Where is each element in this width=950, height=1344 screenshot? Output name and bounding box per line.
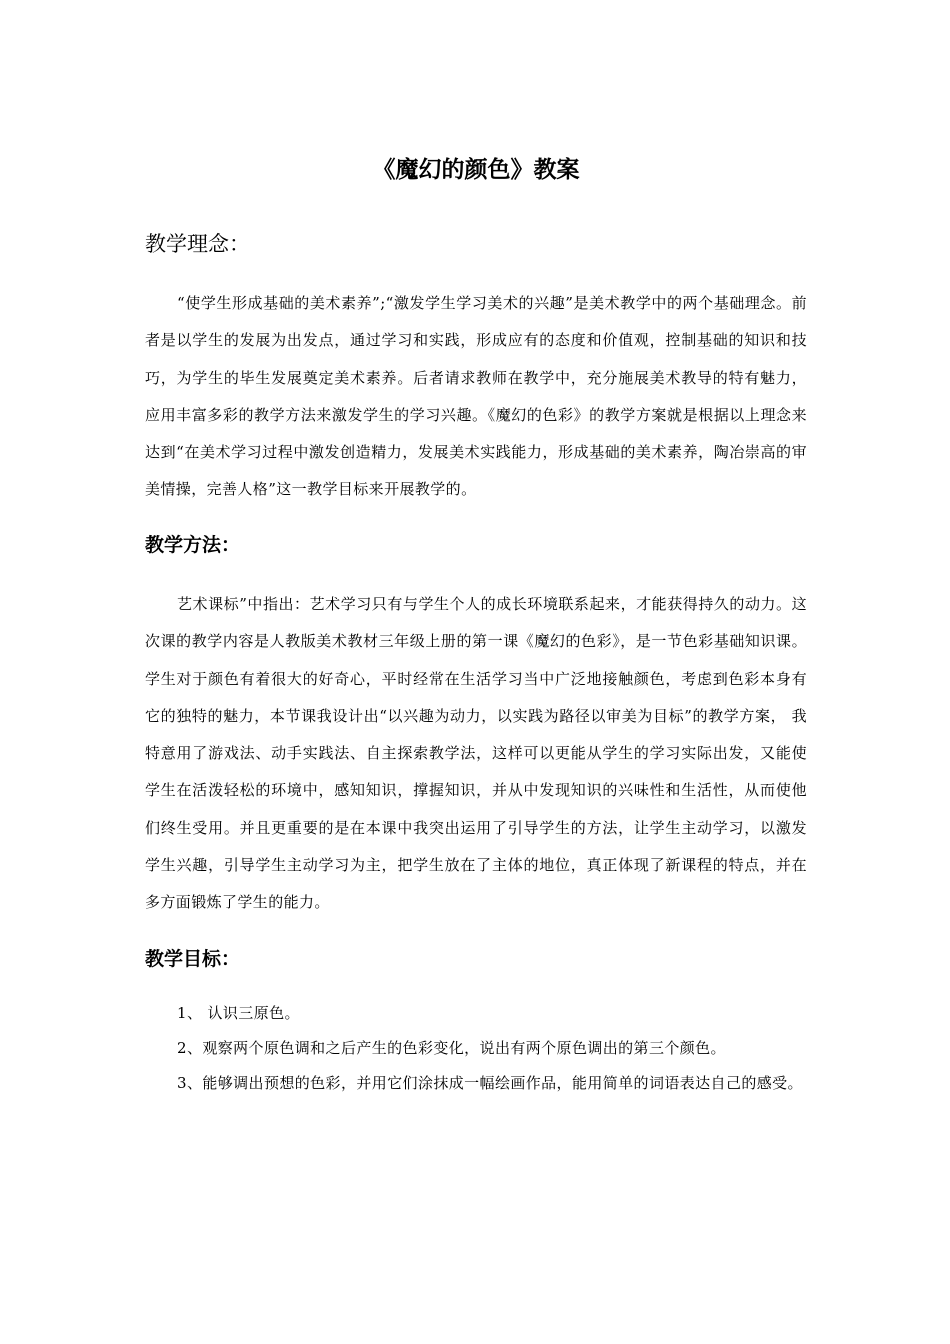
goal-item-3: 3、能够调出预想的色彩，并用它们涂抹成一幅绘画作品，能用简单的词语表达自己的感受。 bbox=[177, 1074, 803, 1092]
paragraph-teaching-methods: 艺术课标”中指出：艺术学习只有与学生个人的成长环境联系起来，才能获得持久的动力。这次课的教学内容是人教版美术教材三年级上册的第一课《魔幻的色彩》，是一节色彩基础知识课。学生对于颜色有着很大的好奇心，平时经常在生活学习当中广泛地接触颜色，考虑到色彩本身有它的独特的魅力，本节课我设计出“以兴趣为动力，以实践为路径以审美为目标”的教学方案， 我特意用了游戏法、动手实践法、自主探索教学法，这样可以更能从学生的学习实际出发，又能使学生在活泼轻松的环境中，感知知识，撑握知识，并从中发现知识的兴味性和生活性，从而使他们终生受用。并且更重要的是在本课中我突出运用了引导学生的方法，让学生主动学习，以激发学生兴趣，引导学生主动学习为主，把学生放在了主体的地位，真正体现了新课程的特点，并在多方面锻炼了学生的能力。 bbox=[145, 595, 807, 912]
goal-item-1: 1、 认识三原色。 bbox=[177, 1004, 300, 1022]
section-heading-teaching-philosophy: 教学理念： bbox=[145, 232, 250, 256]
section-heading-teaching-methods: 教学方法： bbox=[145, 534, 241, 556]
paragraph-teaching-philosophy: “使学生形成基础的美术素养”;“激发学生学习美术的兴趣”是美术教学中的两个基础理念。前者是以学生的发展为出发点，通过学习和实践，形成应有的态度和价值观，控制基础的知识和技巧，为学生的毕生发展奠定美术素养。后者请求教师在教学中，充分施展美术教导的特有魅力，应用丰富多彩的教学方法来激发学生的学习兴趣。《魔幻的色彩》的教学方案就是根据以上理念来达到“在美术学习过程中激发创造精力，发展美术实践能力，形成基础的美术素养，陶冶崇高的审美情操，完善人格”这一教学目标来开展教学的。 bbox=[145, 294, 807, 499]
section-heading-teaching-goals: 教学目标： bbox=[145, 948, 241, 970]
document-title: 《魔幻的颜色》教案 bbox=[372, 157, 580, 183]
goal-item-2: 2、观察两个原色调和之后产生的色彩变化，说出有两个原色调出的第三个颜色。 bbox=[177, 1039, 726, 1057]
